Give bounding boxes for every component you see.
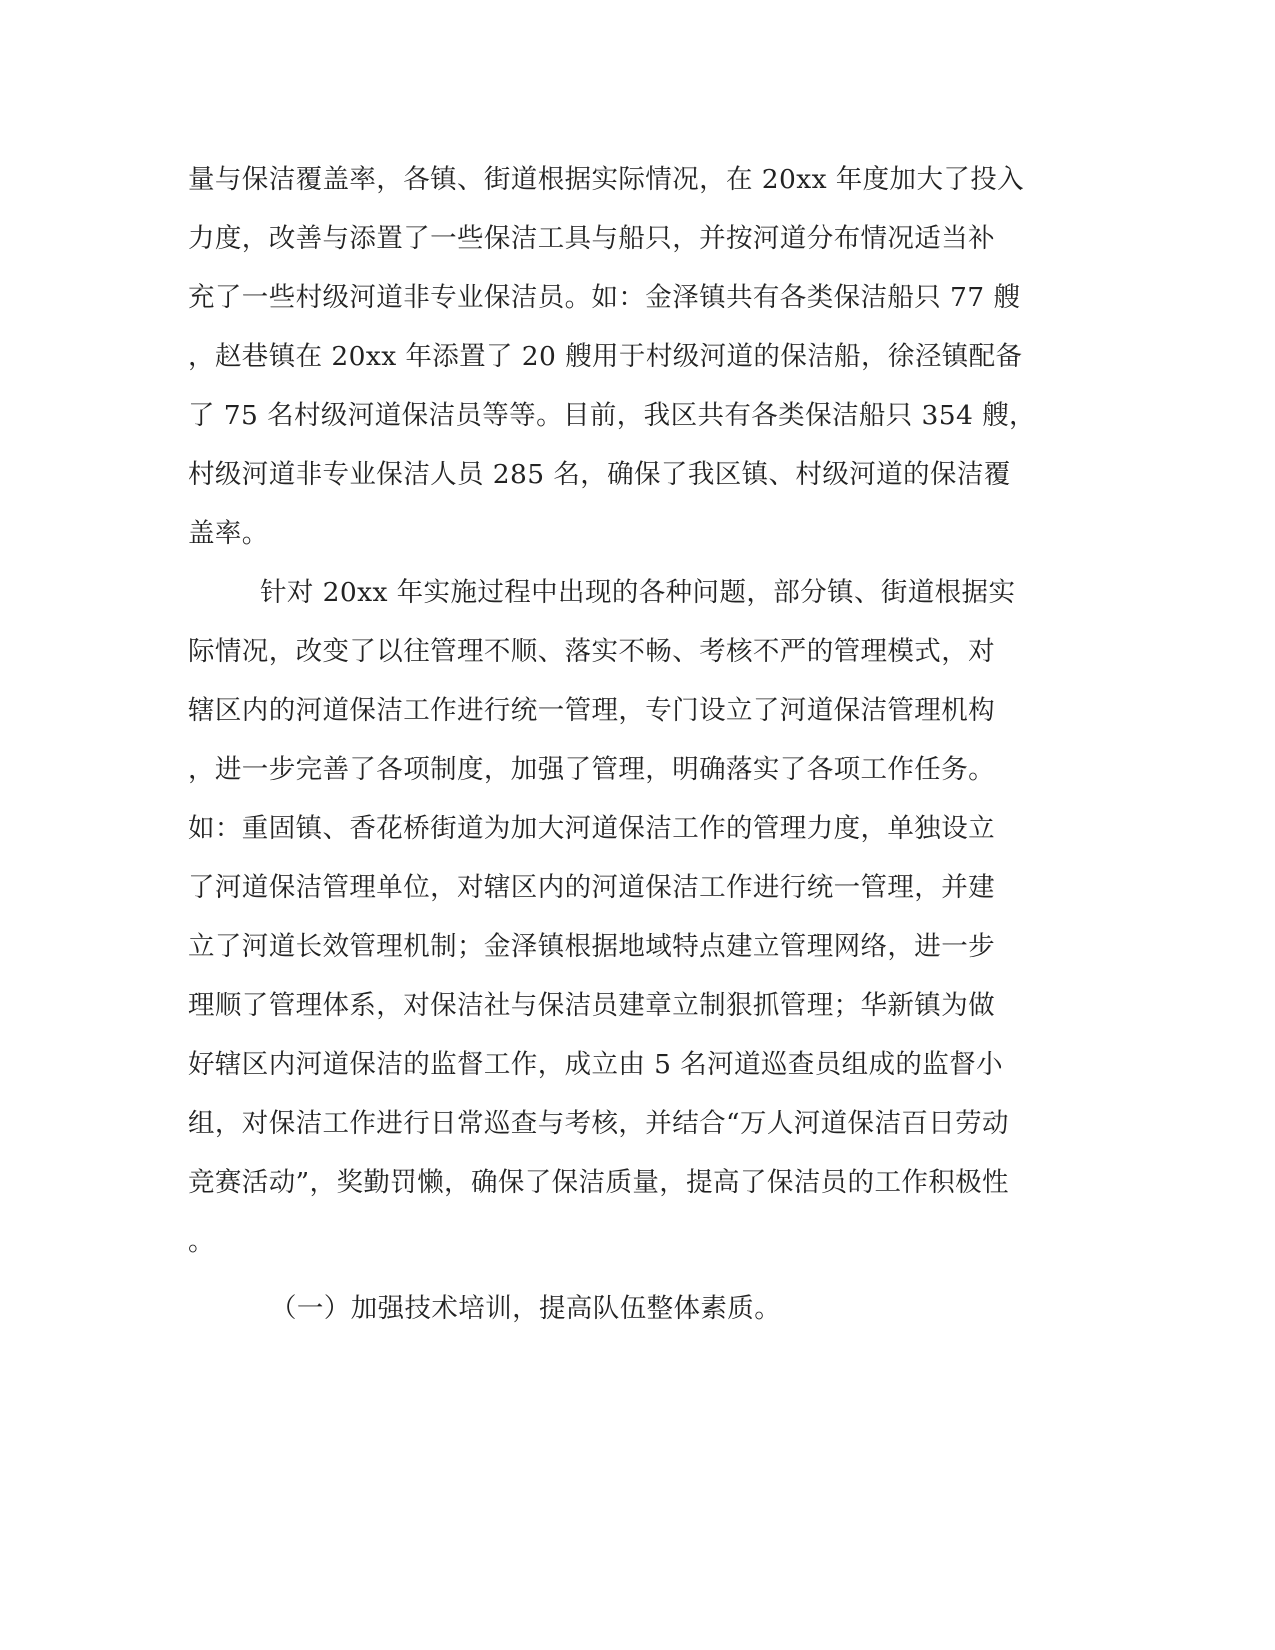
paragraph-2-line-8: 理顺了管理体系，对保洁社与保洁员建章立制狠抓管理；华新镇为做 [188, 990, 995, 1021]
section-heading: （一）加强技术培训，提高队伍整体素质。 [270, 1293, 782, 1324]
paragraph-1-line-1: 量与保洁覆盖率，各镇、街道根据实际情况，在 20xx 年度加大了投入 [188, 164, 1025, 195]
paragraph-2-line-1: 针对 20xx 年实施过程中出现的各种问题，部分镇、街道根据实 [260, 577, 1016, 608]
paragraph-2-line-2: 际情况，改变了以往管理不顺、落实不畅、考核不严的管理模式，对 [188, 636, 995, 667]
paragraph-2-line-5: 如：重固镇、香花桥街道为加大河道保洁工作的管理力度，单独设立 [188, 813, 995, 844]
paragraph-2-line-3: 辖区内的河道保洁工作进行统一管理，专门设立了河道保洁管理机构 [188, 695, 995, 726]
paragraph-2-line-9: 好辖区内河道保洁的监督工作，成立由 5 名河道巡查员组成的监督小 [188, 1049, 1004, 1080]
paragraph-2-line-4: ，进一步完善了各项制度，加强了管理，明确落实了各项工作任务。 [188, 754, 995, 785]
paragraph-1-line-5: 了 75 名村级河道保洁员等等。目前，我区共有各类保洁船只 354 艘， [188, 400, 1036, 431]
paragraph-2-line-10: 组，对保洁工作进行日常巡查与考核，并结合“万人河道保洁百日劳动 [188, 1108, 1009, 1139]
paragraph-2-line-6: 了河道保洁管理单位，对辖区内的河道保洁工作进行统一管理，并建 [188, 872, 995, 903]
paragraph-1-line-4: ，赵巷镇在 20xx 年添置了 20 艘用于村级河道的保洁船，徐泾镇配备 [188, 341, 1023, 372]
paragraph-1-line-6: 村级河道非专业保洁人员 285 名，确保了我区镇、村级河道的保洁覆 [188, 459, 1011, 490]
paragraph-1-line-2: 力度，改善与添置了一些保洁工具与船只，并按河道分布情况适当补 [188, 223, 995, 254]
paragraph-2-line-7: 立了河道长效管理机制；金泽镇根据地域特点建立管理网络，进一步 [188, 931, 995, 962]
paragraph-1-line-7: 盖率。 [188, 518, 269, 549]
paragraph-2-line-12: 。 [188, 1226, 215, 1257]
paragraph-1-line-3: 充了一些村级河道非专业保洁员。如：金泽镇共有各类保洁船只 77 艘 [188, 282, 1021, 313]
paragraph-2-line-11: 竞赛活动”，奖勤罚懒，确保了保洁质量，提高了保洁员的工作积极性 [188, 1167, 1009, 1198]
